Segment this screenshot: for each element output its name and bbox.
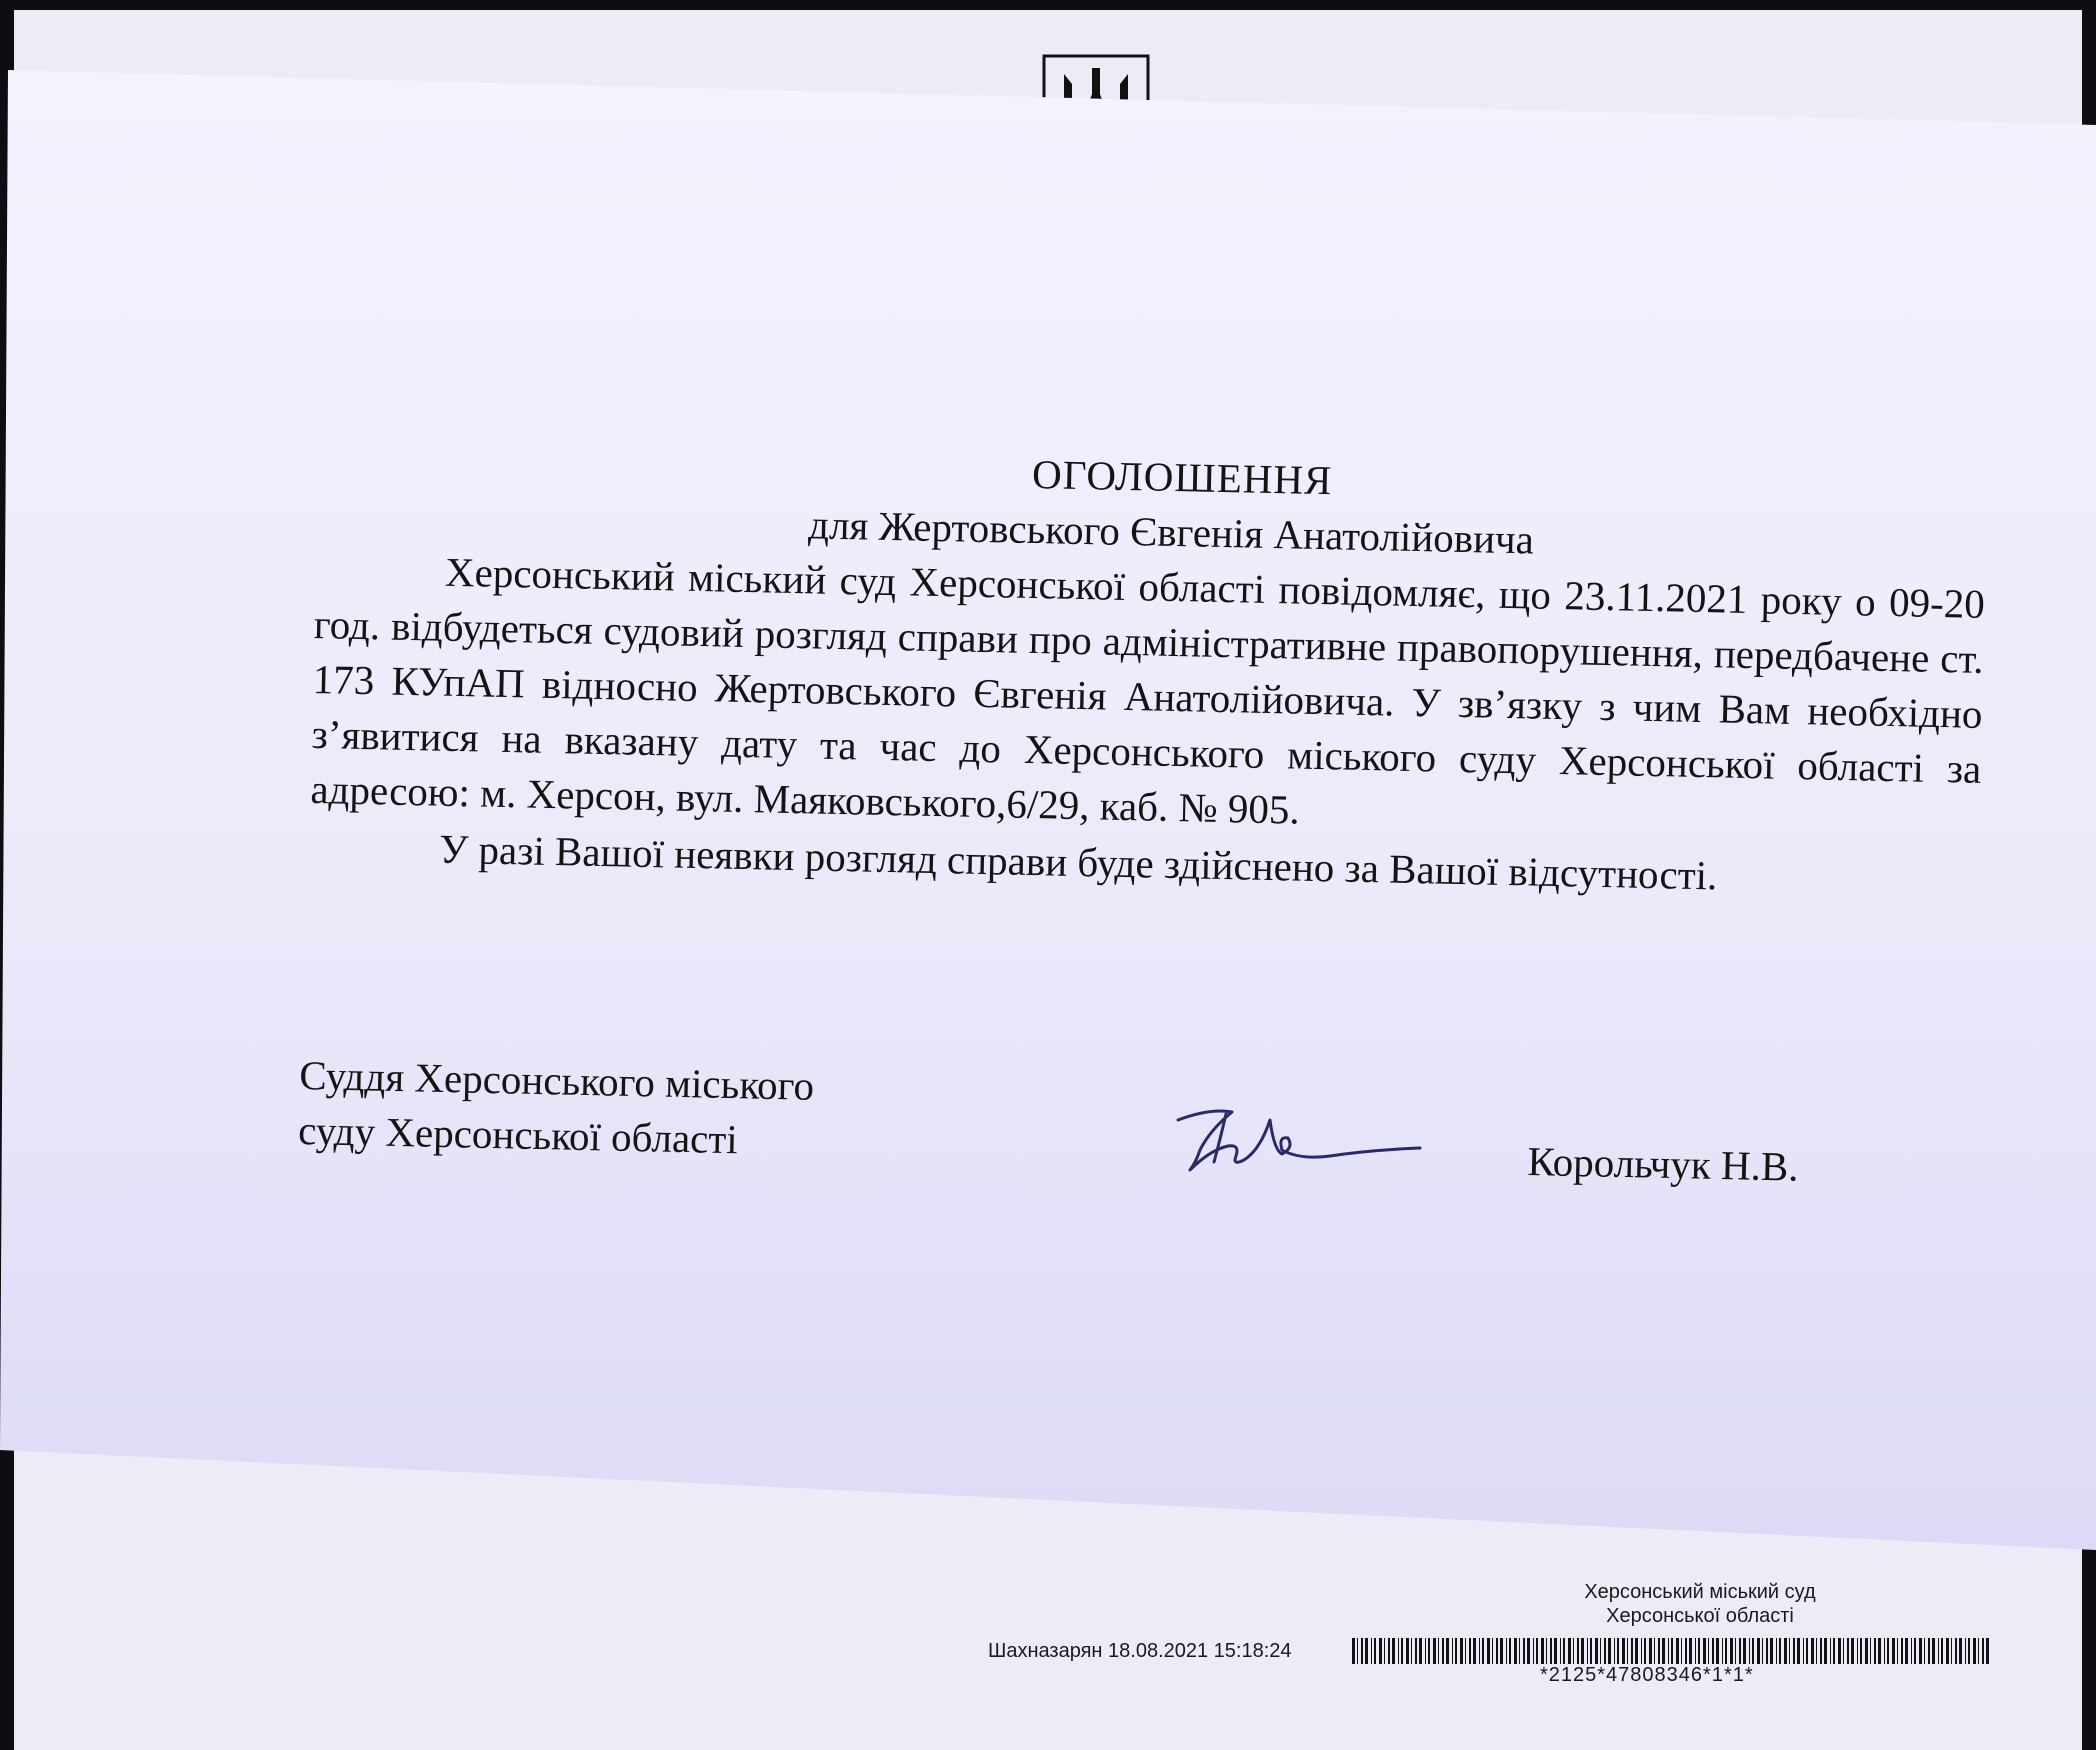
barcode-text: *2125*47808346*1*1*: [1540, 1664, 1754, 1686]
barcode-icon: [1352, 1638, 1992, 1664]
registry-court-line-1: Херсонський міський суд: [1584, 1581, 1816, 1603]
notice-title: ОГОЛОШЕННЯ: [1031, 450, 1333, 504]
registry-court-line-2: Херсонської області: [1606, 1605, 1794, 1627]
notice-paragraph-main: Херсонський міський суд Херсонської області повідомляє, що 23.11.2021 року о 09-20 год. відбудеться судовий розгляд справи про адміністративне правопорушення, передбачене ст. 173 КУпАП відносно Жертовського Євгенія Анатолійовича. У зв’язку з чим Вам необхідно з’явитися на вказану дату та час до Херсонського міського суду Херсонської області за адресою: м. Херсон, вул. Маяковського,6/29, каб. № 905.: [310, 548, 1986, 833]
judge-position-line-2: суду Херсонської області: [297, 1106, 739, 1163]
registry-clerk-time: Шахназарян 18.08.2021 15:18:24: [988, 1640, 1292, 1662]
notice-paragraph-absence: У разі Вашої неявки розгляд справи буде здійснено за Вашої відсутності.: [438, 825, 1718, 899]
registry-stamp-court: [1450, 1580, 1950, 1628]
notice-addressee: для Жертовського Євгенія Анатолійовича: [807, 501, 1535, 563]
judge-name: Корольчук Н.В.: [1527, 1137, 1799, 1190]
judge-position: [298, 1048, 1000, 1173]
handwritten-signature-icon: [1170, 1090, 1430, 1200]
notice-document: [309, 432, 1988, 909]
judge-position-line-1: Суддя Херсонського міського: [298, 1051, 815, 1109]
